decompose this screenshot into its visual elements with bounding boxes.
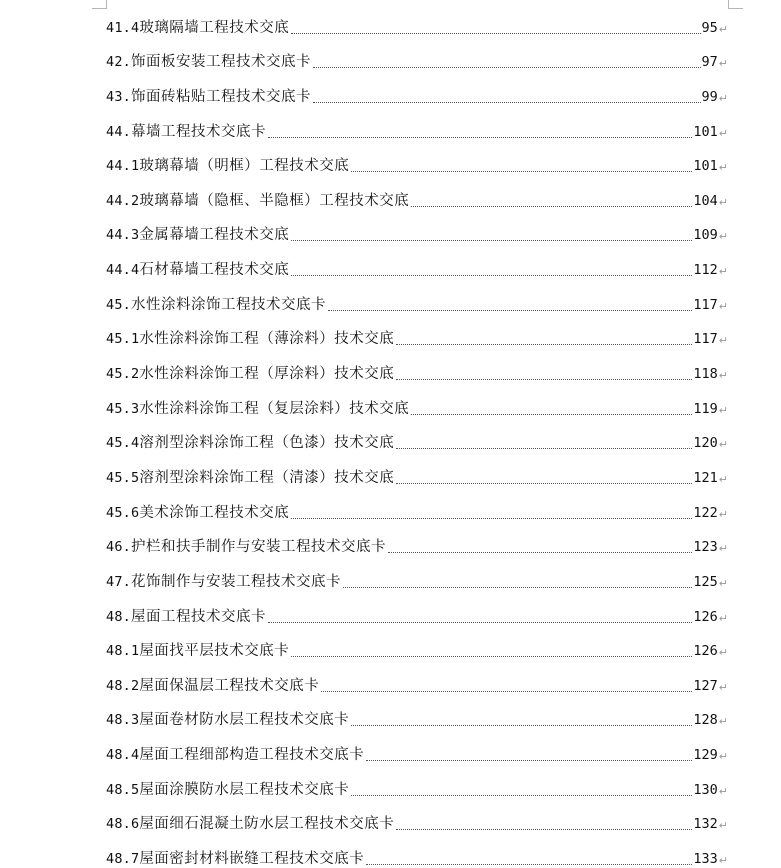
toc-entry-page-number: 97 xyxy=(701,54,718,71)
toc-entry[interactable] xyxy=(106,314,728,349)
toc-dot-leader xyxy=(411,414,692,415)
toc-entry-page-number: 121 xyxy=(693,469,718,486)
paragraph-mark-icon: ↵ xyxy=(718,230,728,244)
toc-entry-page-number: 99 xyxy=(701,88,718,105)
toc-entry-title: 饰面砖粘贴工程技术交底卡 xyxy=(130,88,311,105)
toc-entry-title: 幕墙工程技术交底卡 xyxy=(130,123,266,140)
toc-entry-number: 42. xyxy=(106,54,131,71)
toc-entry-title: 饰面板安装工程技术交底卡 xyxy=(130,54,311,71)
toc-entry-number: 45.4 xyxy=(106,435,140,452)
table-of-contents xyxy=(106,2,728,868)
toc-dot-leader xyxy=(396,483,692,484)
toc-dot-leader xyxy=(328,310,692,311)
toc-entry-number: 48.2 xyxy=(106,677,140,694)
toc-dot-leader xyxy=(291,656,692,657)
paragraph-mark-icon: ↵ xyxy=(718,472,728,486)
toc-entry[interactable] xyxy=(106,591,728,626)
toc-entry[interactable] xyxy=(106,660,728,695)
toc-dot-leader xyxy=(366,760,692,761)
toc-entry-title: 水性涂料涂饰工程（薄涂料）技术交底 xyxy=(139,331,395,348)
toc-entry[interactable] xyxy=(106,279,728,314)
toc-entry[interactable] xyxy=(106,833,728,868)
toc-entry-page-number: 104 xyxy=(693,192,718,209)
margin-corner-mark-left xyxy=(92,0,107,9)
toc-entry-title: 水性涂料涂饰工程技术交底卡 xyxy=(130,296,326,313)
paragraph-mark-icon: ↵ xyxy=(718,91,728,105)
toc-entry-page-number: 130 xyxy=(693,781,718,798)
toc-entry[interactable] xyxy=(106,210,728,245)
toc-entry-number: 46. xyxy=(106,539,131,556)
toc-dot-leader xyxy=(411,206,692,207)
toc-entry[interactable] xyxy=(106,695,728,730)
toc-entry-title: 玻璃幕墙（明框）工程技术交底 xyxy=(139,158,350,175)
toc-entry-number: 44.1 xyxy=(106,158,140,175)
toc-entry[interactable] xyxy=(106,175,728,210)
paragraph-mark-icon: ↵ xyxy=(718,438,728,452)
toc-entry[interactable] xyxy=(106,556,728,591)
paragraph-mark-icon: ↵ xyxy=(718,57,728,71)
toc-entry[interactable] xyxy=(106,37,728,72)
toc-entry-number: 48.3 xyxy=(106,712,140,729)
toc-dot-leader xyxy=(351,171,692,172)
toc-entry-title: 屋面卷材防水层工程技术交底卡 xyxy=(139,712,350,729)
toc-entry-title: 玻璃幕墙（隐框、半隐框）工程技术交底 xyxy=(139,192,410,209)
paragraph-mark-icon: ↵ xyxy=(718,334,728,348)
toc-dot-leader xyxy=(321,691,692,692)
paragraph-mark-icon: ↵ xyxy=(718,195,728,209)
toc-entry-number: 44.4 xyxy=(106,262,140,279)
toc-entry[interactable] xyxy=(106,799,728,834)
paragraph-mark-icon: ↵ xyxy=(718,161,728,175)
toc-entry-title: 屋面细石混凝土防水层工程技术交底卡 xyxy=(139,816,395,833)
toc-dot-leader xyxy=(268,622,692,623)
toc-entry-title: 石材幕墙工程技术交底 xyxy=(139,262,290,279)
toc-dot-leader xyxy=(396,344,692,345)
toc-entry-page-number: 125 xyxy=(693,573,718,590)
toc-entry-title: 玻璃隔墙工程技术交底 xyxy=(139,19,290,36)
toc-entry-title: 溶剂型涂料涂饰工程（清漆）技术交底 xyxy=(139,469,395,486)
toc-entry-number: 45. xyxy=(106,296,131,313)
toc-entry[interactable] xyxy=(106,348,728,383)
paragraph-mark-icon: ↵ xyxy=(718,369,728,383)
toc-entry-title: 美术涂饰工程技术交底 xyxy=(139,504,290,521)
paragraph-mark-icon: ↵ xyxy=(718,854,728,868)
toc-entry-page-number: 101 xyxy=(693,158,718,175)
paragraph-mark-icon: ↵ xyxy=(718,403,728,417)
toc-dot-leader xyxy=(351,795,692,796)
toc-entry[interactable] xyxy=(106,452,728,487)
toc-entry-number: 45.6 xyxy=(106,504,140,521)
toc-entry-page-number: 109 xyxy=(693,227,718,244)
toc-entry[interactable] xyxy=(106,522,728,557)
paragraph-mark-icon: ↵ xyxy=(718,646,728,660)
toc-entry[interactable] xyxy=(106,383,728,418)
toc-entry-number: 44.2 xyxy=(106,192,140,209)
toc-entry-page-number: 117 xyxy=(693,331,718,348)
paragraph-mark-icon: ↵ xyxy=(718,507,728,521)
paragraph-mark-icon: ↵ xyxy=(718,576,728,590)
toc-entry-number: 43. xyxy=(106,88,131,105)
paragraph-mark-icon: ↵ xyxy=(718,680,728,694)
toc-entry-number: 45.3 xyxy=(106,400,140,417)
toc-entry[interactable] xyxy=(106,729,728,764)
toc-entry-title: 屋面保温层工程技术交底卡 xyxy=(139,677,320,694)
toc-entry-page-number: 129 xyxy=(693,747,718,764)
toc-dot-leader xyxy=(313,67,701,68)
toc-entry-number: 41.4 xyxy=(106,19,140,36)
toc-entry-title: 花饰制作与安装工程技术交底卡 xyxy=(130,573,341,590)
toc-entry-number: 48.1 xyxy=(106,643,140,660)
margin-corner-mark-right xyxy=(728,0,743,9)
paragraph-mark-icon: ↵ xyxy=(718,126,728,140)
toc-entry-title: 水性涂料涂饰工程（厚涂料）技术交底 xyxy=(139,366,395,383)
toc-entry[interactable] xyxy=(106,141,728,176)
toc-dot-leader xyxy=(351,725,692,726)
toc-entry[interactable] xyxy=(106,2,728,37)
toc-entry-page-number: 95 xyxy=(701,19,718,36)
toc-entry-number: 48. xyxy=(106,608,131,625)
toc-entry-number: 47. xyxy=(106,573,131,590)
toc-entry-title: 护栏和扶手制作与安装工程技术交底卡 xyxy=(130,539,386,556)
paragraph-mark-icon: ↵ xyxy=(718,265,728,279)
toc-entry[interactable] xyxy=(106,487,728,522)
toc-entry-page-number: 123 xyxy=(693,539,718,556)
toc-entry[interactable] xyxy=(106,106,728,141)
toc-dot-leader xyxy=(396,829,692,830)
toc-dot-leader xyxy=(268,137,692,138)
toc-entry[interactable] xyxy=(106,244,728,279)
toc-entry-number: 44.3 xyxy=(106,227,140,244)
toc-dot-leader xyxy=(366,864,692,865)
toc-entry-title: 屋面涂膜防水层工程技术交底卡 xyxy=(139,781,350,798)
paragraph-mark-icon: ↵ xyxy=(718,750,728,764)
toc-entry-number: 45.1 xyxy=(106,331,140,348)
toc-entry-title: 屋面找平层技术交底卡 xyxy=(139,643,290,660)
toc-entry-title: 屋面工程细部构造工程技术交底卡 xyxy=(139,747,365,764)
toc-entry-title: 溶剂型涂料涂饰工程（色漆）技术交底 xyxy=(139,435,395,452)
toc-entry-title: 金属幕墙工程技术交底 xyxy=(139,227,290,244)
toc-entry-number: 48.7 xyxy=(106,851,140,868)
toc-entry-page-number: 117 xyxy=(693,296,718,313)
toc-entry-number: 48.5 xyxy=(106,781,140,798)
toc-entry-number: 44. xyxy=(106,123,131,140)
toc-entry-page-number: 126 xyxy=(693,608,718,625)
paragraph-mark-icon: ↵ xyxy=(718,542,728,556)
toc-entry-page-number: 122 xyxy=(693,504,718,521)
paragraph-mark-icon: ↵ xyxy=(718,784,728,798)
toc-dot-leader xyxy=(396,448,692,449)
toc-entry-page-number: 101 xyxy=(693,123,718,140)
toc-entry-number: 48.6 xyxy=(106,816,140,833)
toc-entry-page-number: 126 xyxy=(693,643,718,660)
toc-dot-leader xyxy=(291,518,692,519)
paragraph-mark-icon: ↵ xyxy=(718,22,728,36)
toc-entry-number: 45.5 xyxy=(106,469,140,486)
toc-entry-page-number: 112 xyxy=(693,262,718,279)
toc-entry-page-number: 132 xyxy=(693,816,718,833)
toc-dot-leader xyxy=(291,240,692,241)
toc-dot-leader xyxy=(291,275,692,276)
toc-entry-title: 屋面密封材料嵌缝工程技术交底卡 xyxy=(139,851,365,868)
toc-entry-page-number: 118 xyxy=(693,366,718,383)
toc-entry[interactable] xyxy=(106,418,728,453)
toc-entry-page-number: 119 xyxy=(693,400,718,417)
toc-dot-leader xyxy=(388,552,692,553)
paragraph-mark-icon: ↵ xyxy=(718,819,728,833)
paragraph-mark-icon: ↵ xyxy=(718,611,728,625)
toc-dot-leader xyxy=(396,379,692,380)
toc-entry-page-number: 128 xyxy=(693,712,718,729)
toc-entry-page-number: 127 xyxy=(693,677,718,694)
toc-entry-title: 水性涂料涂饰工程（复层涂料）技术交底 xyxy=(139,400,410,417)
paragraph-mark-icon: ↵ xyxy=(718,715,728,729)
toc-entry-number: 48.4 xyxy=(106,747,140,764)
toc-entry[interactable] xyxy=(106,764,728,799)
toc-dot-leader xyxy=(313,102,701,103)
paragraph-mark-icon: ↵ xyxy=(718,299,728,313)
toc-entry-number: 45.2 xyxy=(106,366,140,383)
toc-entry[interactable] xyxy=(106,71,728,106)
toc-entry-page-number: 120 xyxy=(693,435,718,452)
toc-entry-page-number: 133 xyxy=(693,851,718,868)
toc-entry-title: 屋面工程技术交底卡 xyxy=(130,608,266,625)
toc-entry[interactable] xyxy=(106,626,728,661)
toc-dot-leader xyxy=(343,587,692,588)
toc-dot-leader xyxy=(291,33,700,34)
